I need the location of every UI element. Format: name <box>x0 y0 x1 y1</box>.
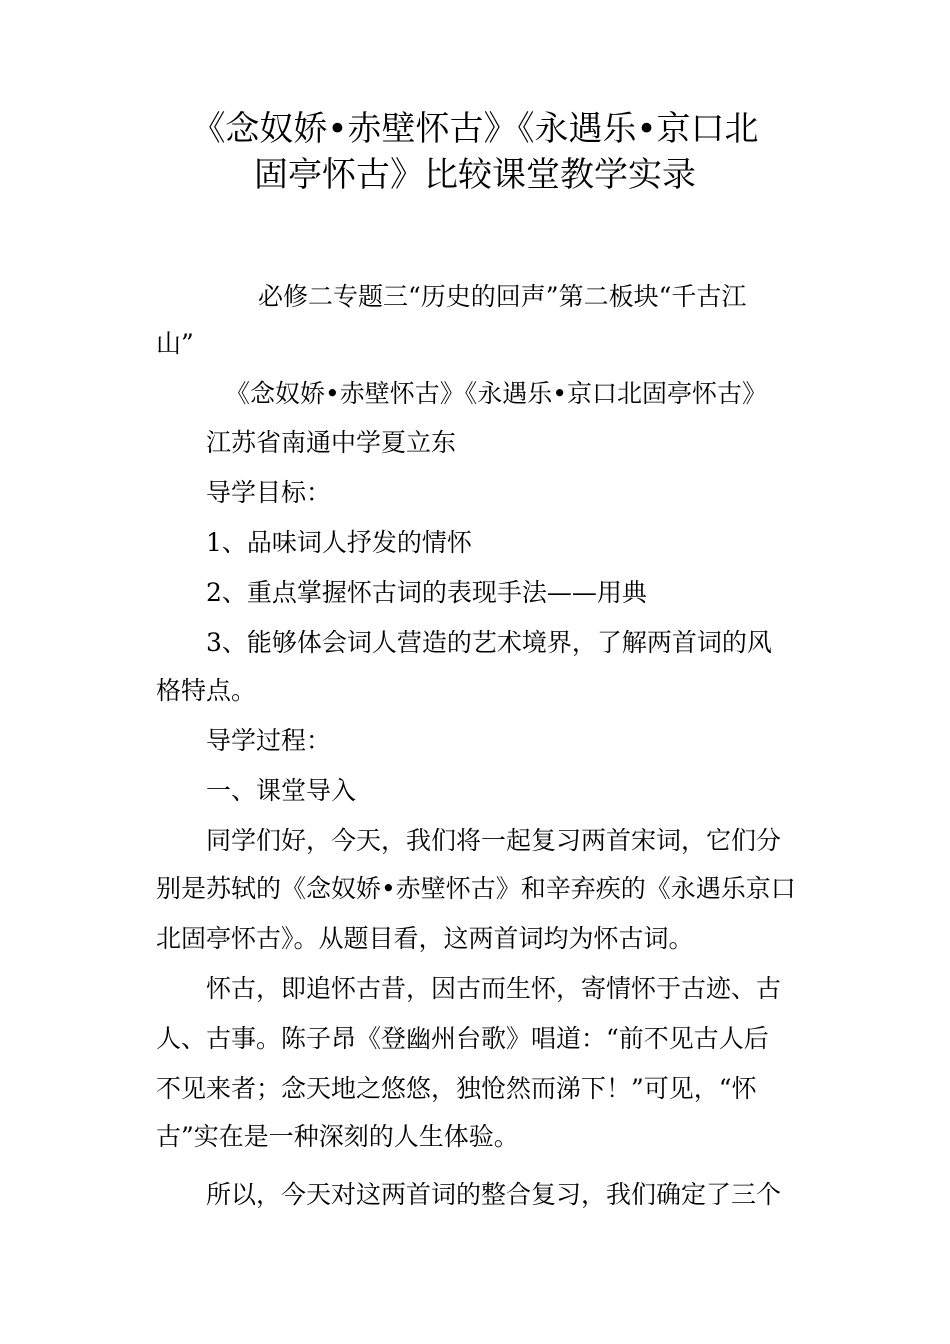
subject-info-line: 必修二专题三“历史的回声”第二板块“千古江 <box>258 282 747 311</box>
objective-item-3: 3、能够体会词人营造的艺术境界，了解两首词的风 <box>206 628 772 657</box>
paragraph-2-line-3: 不见来者；念天地之悠悠，独怆然而涕下！”可见，“怀 <box>156 1074 757 1103</box>
paragraph-1-line-2: 别是苏轼的《念奴娇•赤壁怀古》和辛弃疾的《永遇乐京口 <box>156 874 796 903</box>
objective-item-1: 1、品味词人抒发的情怀 <box>206 528 472 557</box>
paragraph-2-line-4: 古”实在是一种深刻的人生体验。 <box>156 1122 519 1151</box>
paragraph-3-line-1: 所以，今天对这两首词的整合复习，我们确定了三个 <box>206 1180 782 1209</box>
paragraph-2-line-2: 人、古事。陈子昂《登幽州台歌》唱道：“前不见古人后 <box>156 1024 769 1053</box>
objective-item-2: 2、重点掌握怀古词的表现手法——用典 <box>206 578 647 607</box>
paragraph-1-line-3: 北固亭怀古》。从题目看，这两首词均为怀古词。 <box>156 924 694 953</box>
objective-item-3-continued: 格特点。 <box>156 676 257 705</box>
paragraph-2-line-1: 怀古，即追怀古昔，因古而生怀，寄情怀于古迹、古 <box>206 974 782 1003</box>
document-title-line-1: 《念奴娇•赤壁怀古》《永遇乐•京口北 <box>191 109 759 149</box>
author-line: 江苏省南通中学夏立东 <box>206 428 457 457</box>
paragraph-1-line-1: 同学们好，今天，我们将一起复习两首宋词，它们分 <box>206 826 782 855</box>
objectives-heading: 导学目标： <box>206 478 332 507</box>
poem-titles-line: 《念奴娇•赤壁怀古》《永遇乐•京口北固亭怀古》 <box>225 379 767 408</box>
document-title-line-2: 固亭怀古》比较课堂教学实录 <box>254 155 696 195</box>
process-heading: 导学过程： <box>206 726 332 755</box>
subject-info-line-continued: 山” <box>156 329 194 358</box>
section-heading-intro: 一、课堂导入 <box>206 776 357 805</box>
